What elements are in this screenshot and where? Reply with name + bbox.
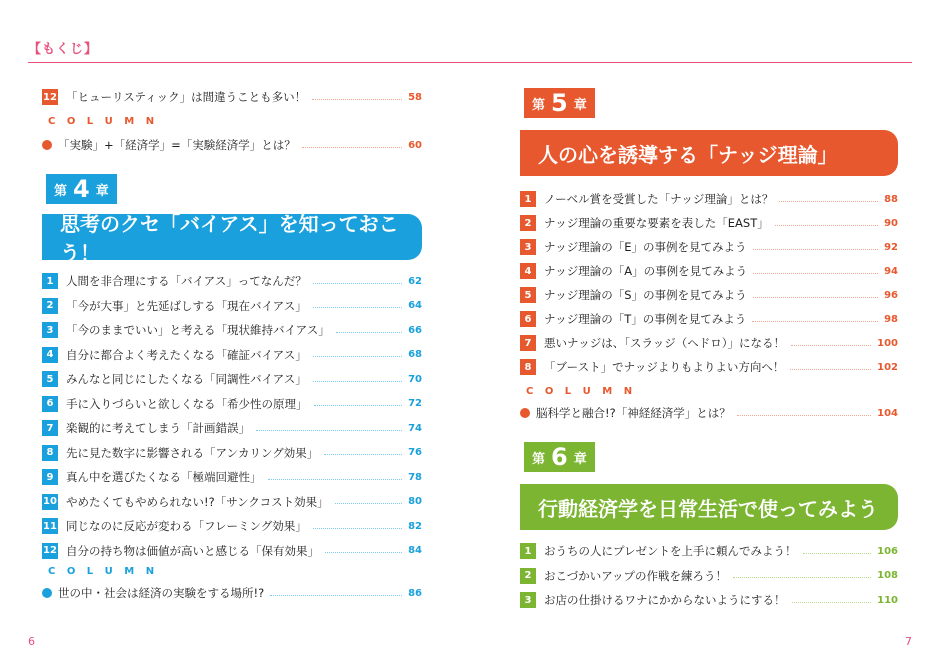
leader-dots [753,297,879,298]
entry-page: 80 [408,496,422,507]
entry-title: 「今が大事」と先延ばしする「現在バイアス」 [66,298,307,313]
entry-title: 「今のままでいい」と考える「現状維持バイアス」 [66,323,330,337]
toc-entry[interactable] [42,444,422,462]
column-entry[interactable] [520,404,898,422]
entry-title: 「ヒューリスティック」は間違うことも多い！ [66,90,307,104]
entry-number: 5 [520,287,536,303]
leader-dots [335,503,402,504]
leader-dots [268,479,403,480]
column-entry[interactable] [42,136,422,154]
leader-dots [270,595,402,596]
entry-page: 62 [408,275,422,287]
entry-page: 78 [408,471,422,483]
leader-dots [791,345,871,346]
leader-dots [313,528,402,529]
entry-title: 同じなのに反応が変わる「フレーミング効果」 [66,519,307,533]
entry-page: 110 [877,594,898,606]
chapter-6-tab [524,442,595,472]
chapter-4-tab [46,174,117,204]
entry-number: 3 [520,592,536,608]
leader-dots [752,321,878,322]
entry-number: 10 [42,494,58,510]
entry-number: 3 [42,322,58,338]
entry-page: 82 [408,520,422,532]
entry-title: 自分に都合よく考えたくなる「確証バイアス」 [66,347,307,362]
entry-number: 1 [520,191,536,207]
toc-entry[interactable] [42,542,422,560]
toc-entry[interactable] [520,591,898,609]
header-divider [28,62,912,63]
entry-title: 人間を非合理にする「バイアス」ってなんだ？ [66,274,307,288]
chapter-number: 5 [551,89,568,117]
column-label: C O L U M N [48,116,159,127]
toc-entry[interactable] [520,286,898,304]
entry-number: 4 [42,347,58,363]
entry-title: やめたくてもやめられない!?「サンクコスト効果」 [66,494,329,509]
entry-number: 5 [42,371,58,387]
toc-entry[interactable] [42,321,422,339]
leader-dots [803,553,872,554]
toc-entry[interactable] [42,493,422,511]
entry-page: 68 [408,349,422,360]
entry-number: 1 [520,543,536,559]
entry-number: 9 [42,469,58,485]
leader-dots [779,201,878,202]
entry-title: 先に見た数字に影響される「アンカリング効果」 [66,445,319,460]
entry-title: ナッジ理論の「S」の事例を見てみよう [544,288,747,302]
entry-page: 74 [408,422,422,434]
leader-dots [256,430,402,431]
column-entry[interactable] [42,584,422,602]
entry-number: 6 [42,396,58,412]
toc-entry[interactable] [520,567,898,585]
bullet-icon [520,408,530,418]
entry-page: 88 [884,193,898,205]
entry-title: ナッジ理論の「E」の事例を見てみよう [544,240,747,254]
entry-page: 92 [884,241,898,253]
entry-page: 66 [408,324,422,336]
entry-number: 2 [42,298,58,314]
chapter-suffix: 章 [573,97,587,113]
entry-number: 6 [520,311,536,327]
toc-entry[interactable] [42,346,422,364]
entry-number: 2 [520,568,536,584]
toc-entry[interactable] [42,468,422,486]
chapter-prefix: 第 [54,183,68,199]
entry-title: 楽観的に考えてしまう「計画錯誤」 [66,421,250,435]
bullet-icon [42,588,52,598]
column-label: C O L U M N [526,386,637,397]
toc-entry[interactable] [520,262,898,280]
chapter-4-title[interactable]: 思考のクセ「バイアス」を知っておこう！ [42,214,422,260]
leader-dots [733,577,871,578]
entry-page: 60 [408,139,422,151]
page-number-left: 6 [28,635,35,648]
toc-entry[interactable] [520,310,898,328]
chapter-5-title[interactable]: 人の心を誘導する「ナッジ理論」 [520,130,898,176]
entry-number: 2 [520,215,536,231]
toc-entry[interactable] [42,272,422,290]
leader-dots [775,225,878,226]
chapter-prefix: 第 [532,451,546,467]
leader-dots [336,332,402,333]
entry-page: 104 [877,407,898,419]
toc-entry[interactable] [520,542,898,560]
entry-title: おこづかいアップの作戦を練ろう！ [544,568,727,583]
leader-dots [313,356,402,357]
entry-title: ナッジ理論の重要な要素を表した「EAST」 [544,216,769,230]
entry-page: 94 [884,265,898,277]
entry-title: 「実験」+「経済学」=「実験経済学」とは？ [58,138,296,152]
toc-entry[interactable] [520,238,898,256]
chapter-5-tab [524,88,595,118]
entry-number: 7 [520,335,536,351]
entry-title: ナッジ理論の「T」の事例を見てみよう [544,312,747,326]
toc-entry[interactable] [42,370,422,388]
chapter-suffix: 章 [95,183,109,199]
entry-page: 98 [884,313,898,325]
leader-dots [313,307,402,308]
toc-entry[interactable] [42,88,422,106]
entry-page: 72 [408,398,422,409]
entry-page: 102 [877,361,898,373]
entry-page: 106 [877,545,898,557]
entry-number: 1 [42,273,58,289]
toc-entry[interactable] [42,395,422,413]
page-number-right: 7 [905,635,912,648]
toc-entry[interactable] [520,214,898,232]
entry-title: 真ん中を選びたくなる「極端回避性」 [66,470,262,484]
entry-page: 86 [408,587,422,599]
chapter-6-title[interactable]: 行動経済学を日常生活で使ってみよう [520,484,898,530]
entry-page: 96 [884,289,898,301]
entry-page: 58 [408,91,422,103]
toc-entry[interactable] [42,419,422,437]
entry-title: みんなと同じにしたくなる「同調性バイアス」 [66,372,307,386]
leader-dots [325,552,402,553]
toc-entry[interactable] [520,358,898,376]
bullet-icon [42,140,52,150]
entry-title: 悪いナッジは、「スラッジ（ヘドロ）」になる！ [544,336,786,350]
entry-number: 12 [42,543,58,559]
entry-page: 84 [408,545,422,556]
leader-dots [313,283,402,284]
entry-page: 64 [408,300,422,311]
entry-page: 70 [408,373,422,385]
entry-title: おうちの人にプレゼントを上手に頼んでみよう！ [544,544,797,558]
entry-number: 7 [42,420,58,436]
entry-number: 8 [520,359,536,375]
toc-entry[interactable] [42,517,422,535]
entry-title: ナッジ理論の「A」の事例を見てみよう [544,264,748,278]
entry-number: 11 [42,518,58,534]
entry-title: 「ブースト」でナッジよりもよりよい方向へ！ [544,360,785,374]
leader-dots [313,381,402,382]
chapter-number: 6 [551,443,568,471]
chapter-prefix: 第 [532,97,546,113]
entry-number: 12 [42,89,58,105]
entry-number: 3 [520,239,536,255]
entry-page: 100 [877,337,898,349]
entry-page: 76 [408,447,422,458]
leader-dots [312,99,402,100]
leader-dots [790,369,871,370]
leader-dots [753,273,878,274]
entry-number: 8 [42,445,58,461]
entry-page: 108 [877,570,898,581]
entry-title: ノーベル賞を受賞した「ナッジ理論」とは？ [544,192,774,206]
leader-dots [753,249,879,250]
column-label: C O L U M N [48,566,159,577]
toc-entry[interactable] [520,190,898,208]
chapter-suffix: 章 [573,451,587,467]
leader-dots [324,454,402,455]
entry-page: 90 [884,217,898,229]
entry-title: 世の中・社会は経済の実験をする場所!? [58,586,265,600]
leader-dots [302,147,402,148]
leader-dots [314,405,403,406]
entry-number: 4 [520,263,536,279]
toc-entry[interactable] [42,297,422,315]
entry-title: 手に入りづらいと欲しくなる「希少性の原理」 [66,396,308,411]
entry-title: お店の仕掛けるワナにかからないようにする！ [544,593,786,607]
entry-title: 脳科学と融合!?「神経経済学」とは？ [536,406,731,420]
toc-entry[interactable] [520,334,898,352]
leader-dots [737,415,871,416]
toc-header: 【もくじ】 [28,42,99,57]
chapter-number: 4 [73,175,90,203]
entry-title: 自分の持ち物は価値が高いと感じる「保有効果」 [66,543,319,558]
leader-dots [792,602,872,603]
